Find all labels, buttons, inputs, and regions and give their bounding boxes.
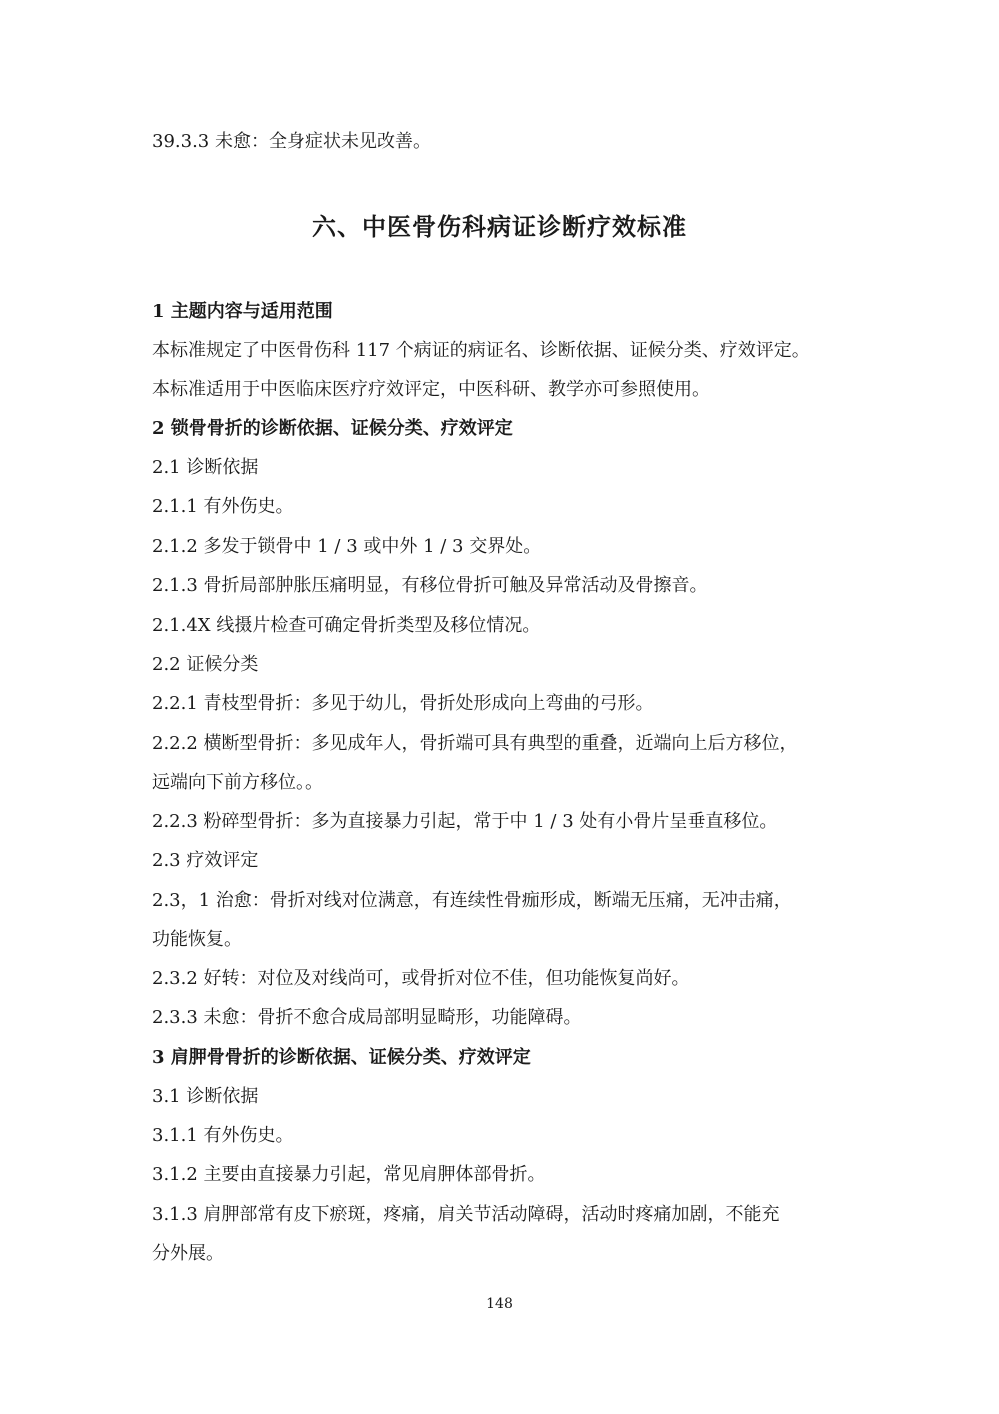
paragraph-line: 2.2.1 青枝型骨折：多见于幼儿，骨折处形成向上弯曲的弓形。 (152, 693, 654, 714)
paragraph-line: 本标准适用于中医临床医疗疗效评定，中医科研、教学亦可参照使用。 (152, 379, 710, 400)
subsection-heading: 3.1 诊断依据 (152, 1086, 259, 1107)
paragraph-line: 2.2.2 横断型骨折：多见成年人，骨折端可具有典型的重叠，近端向上后方移位， (152, 733, 798, 754)
page-title: 六、中医骨伤科病证诊断疗效标准 (312, 213, 687, 241)
paragraph-line: 2.3.2 好转：对位及对线尚可，或骨折对位不佳，但功能恢复尚好。 (152, 968, 690, 989)
paragraph-line: 2.1.4X 线摄片检查可确定骨折类型及移位情况。 (152, 615, 541, 636)
paragraph-line: 2.3.3 未愈：骨折不愈合成局部明显畸形，功能障碍。 (152, 1007, 582, 1028)
paragraph-line: 2.2.3 粉碎型骨折：多为直接暴力引起，常于中 1 / 3 处有小骨片呈垂直移位。 (152, 811, 778, 832)
paragraph-line: 2.1.2 多发于锁骨中 1 / 3 或中外 1 / 3 交界处。 (152, 536, 542, 557)
paragraph-line: 3.1.2 主要由直接暴力引起，常见肩胛体部骨折。 (152, 1164, 546, 1185)
paragraph-line: 2.1.3 骨折局部肿胀压痛明显，有移位骨折可触及异常活动及骨擦音。 (152, 575, 708, 596)
subsection-heading: 2.1 诊断依据 (152, 457, 259, 478)
paragraph-line: 功能恢复。 (152, 929, 242, 950)
paragraph-line: 2.1.1 有外伤史。 (152, 496, 294, 517)
subsection-heading: 2.3 疗效评定 (152, 850, 259, 871)
paragraph-line: 3.1.3 肩胛部常有皮下瘀斑，疼痛，肩关节活动障碍，活动时疼痛加剧，不能充 (152, 1204, 780, 1225)
section-heading-1: 1 主题内容与适用范围 (152, 301, 333, 322)
page-number: 148 (486, 1296, 513, 1312)
paragraph-line: 本标准规定了中医骨伤科 117 个病证的病证名、诊断依据、证候分类、疗效评定。 (152, 340, 810, 361)
section-heading-2: 2 锁骨骨折的诊断依据、证候分类、疗效评定 (152, 418, 513, 439)
section-heading-3: 3 肩胛骨骨折的诊断依据、证候分类、疗效评定 (152, 1047, 531, 1068)
intro-line: 39.3.3 未愈：全身症状未见改善。 (152, 131, 431, 152)
paragraph-line: 2.3，1 治愈：骨折对线对位满意，有连续性骨痂形成，断端无压痛，无冲击痛， (152, 890, 792, 911)
paragraph-line: 远端向下前方移位。。 (152, 772, 323, 793)
paragraph-line: 3.1.1 有外伤史。 (152, 1125, 294, 1146)
paragraph-line: 分外展。 (152, 1243, 224, 1264)
subsection-heading: 2.2 证候分类 (152, 654, 259, 675)
